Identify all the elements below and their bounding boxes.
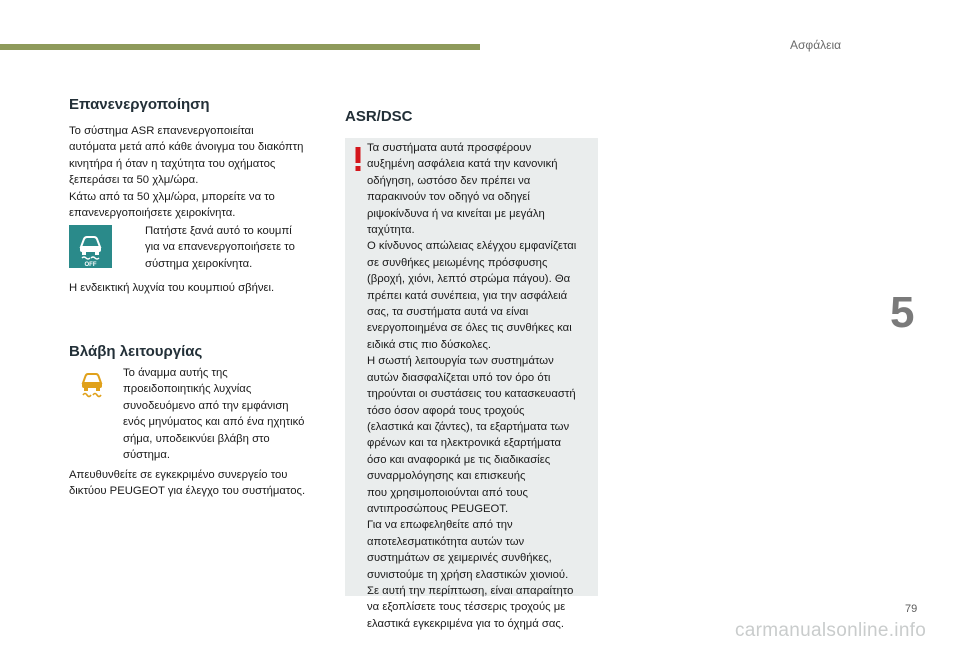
- skid-warning-lamp-icon: [77, 368, 107, 398]
- asr-off-button-icon: [69, 225, 112, 268]
- watermark: carmanualsonline.info: [735, 620, 927, 641]
- section-name: Ασφάλεια: [790, 38, 842, 52]
- reactivation-body: Το σύστημα ASR επανενεργοποιείται αυτόματα μετά από κάθε άνοιγμα του διακόπτη κινητήρα ή όταν η ταχύτητα του οχήματος ξεπεράσει τα 50 χλμ/ώρα. Κάτω από τα 50 χλμ/ώρα, μπορείτε να το επανενεργοποιήσετε χειροκίνητα.: [69, 125, 304, 220]
- page-number: 79: [905, 603, 918, 615]
- malfunction-title: Βλάβη λειτουργίας: [69, 343, 203, 360]
- header-accent-bar: [0, 44, 480, 50]
- malfunction-advice: Απευθυνθείτε σε εγκεκριμένο συνεργείο του δικτύου PEUGEOT για έλεγχο του συστήματος.: [69, 469, 306, 498]
- reactivation-note: Η ενδεικτική λυχνία του κουμπιού σβήνει.: [69, 282, 275, 294]
- malfunction-body: Το άναμμα αυτής της προειδοποιητικής λυχνίας συνοδευόμενο από την εμφάνιση ενός μηνύματος και από ένα ηχητικό σήμα, υποδεικνύει βλάβη στο σύστημα.: [123, 367, 305, 462]
- warning-exclamation-icon: [352, 144, 366, 174]
- asr-dsc-title: ASR/DSC: [345, 108, 413, 125]
- chapter-number: 5: [890, 288, 915, 337]
- off-label: OFF: [84, 262, 97, 268]
- reactivation-instruction: Πατήστε ξανά αυτό το κουμπί για να επανενεργοποιήσετε το σύστημα χειροκίνητα.: [145, 225, 295, 270]
- reactivation-title: Επανενεργοποίηση: [69, 96, 210, 113]
- safety-warning-text: Τα συστήματα αυτά προσφέρουν αυξημένη ασφάλεια κατά την κανονική οδήγηση, ωστόσο δεν πρέπει να παρακινούν τον οδηγό να οδηγεί ριψοκίνδυνα ή να κινείται με μεγάλη ταχύτητα. Ο κίνδυνος απώλειας ελέγχου εμφανίζεται σε συνθήκες μειωμένης πρόσφυσης (βροχή, χιόνι, λεπτό στρώμα πάγου). Θα πρέπει κατά συνέπεια, για την ασφάλειά σας, τα συστήματα αυτά να είναι ενεργοποιημένα σε όλες τις συνθήκες και ειδικά στις πιο δύσκολες. Η σωστή λειτουργία των συστημάτων αυτών διασφαλίζεται υπό τον όρο ότι τηρούνται οι συστάσεις του κατασκευαστή τόσο όσον αφορά τους τροχούς (ελαστικά και ζάντες), τα εξαρτήματα των φρένων και τα ηλεκτρονικά εξαρτήματα όσο και αναφορικά με τις διαδικασίες συναρμολόγησης και επισκευής που χρησιμοποιούνται από τους αντιπροσώπους PEUGEOT. Για να επωφεληθείτε από την αποτελεσματικότητα αυτών των συστημάτων σε χειμερινές συνθήκες, συνιστούμε τη χρήση ελαστικών χιονιού. Σε αυτή την περίπτωση, είναι απαραίτητο να εξοπλίσετε τους τέσσερις τροχούς με ελαστικά εγκεκριμένα για το όχημά σας.: [367, 142, 577, 630]
